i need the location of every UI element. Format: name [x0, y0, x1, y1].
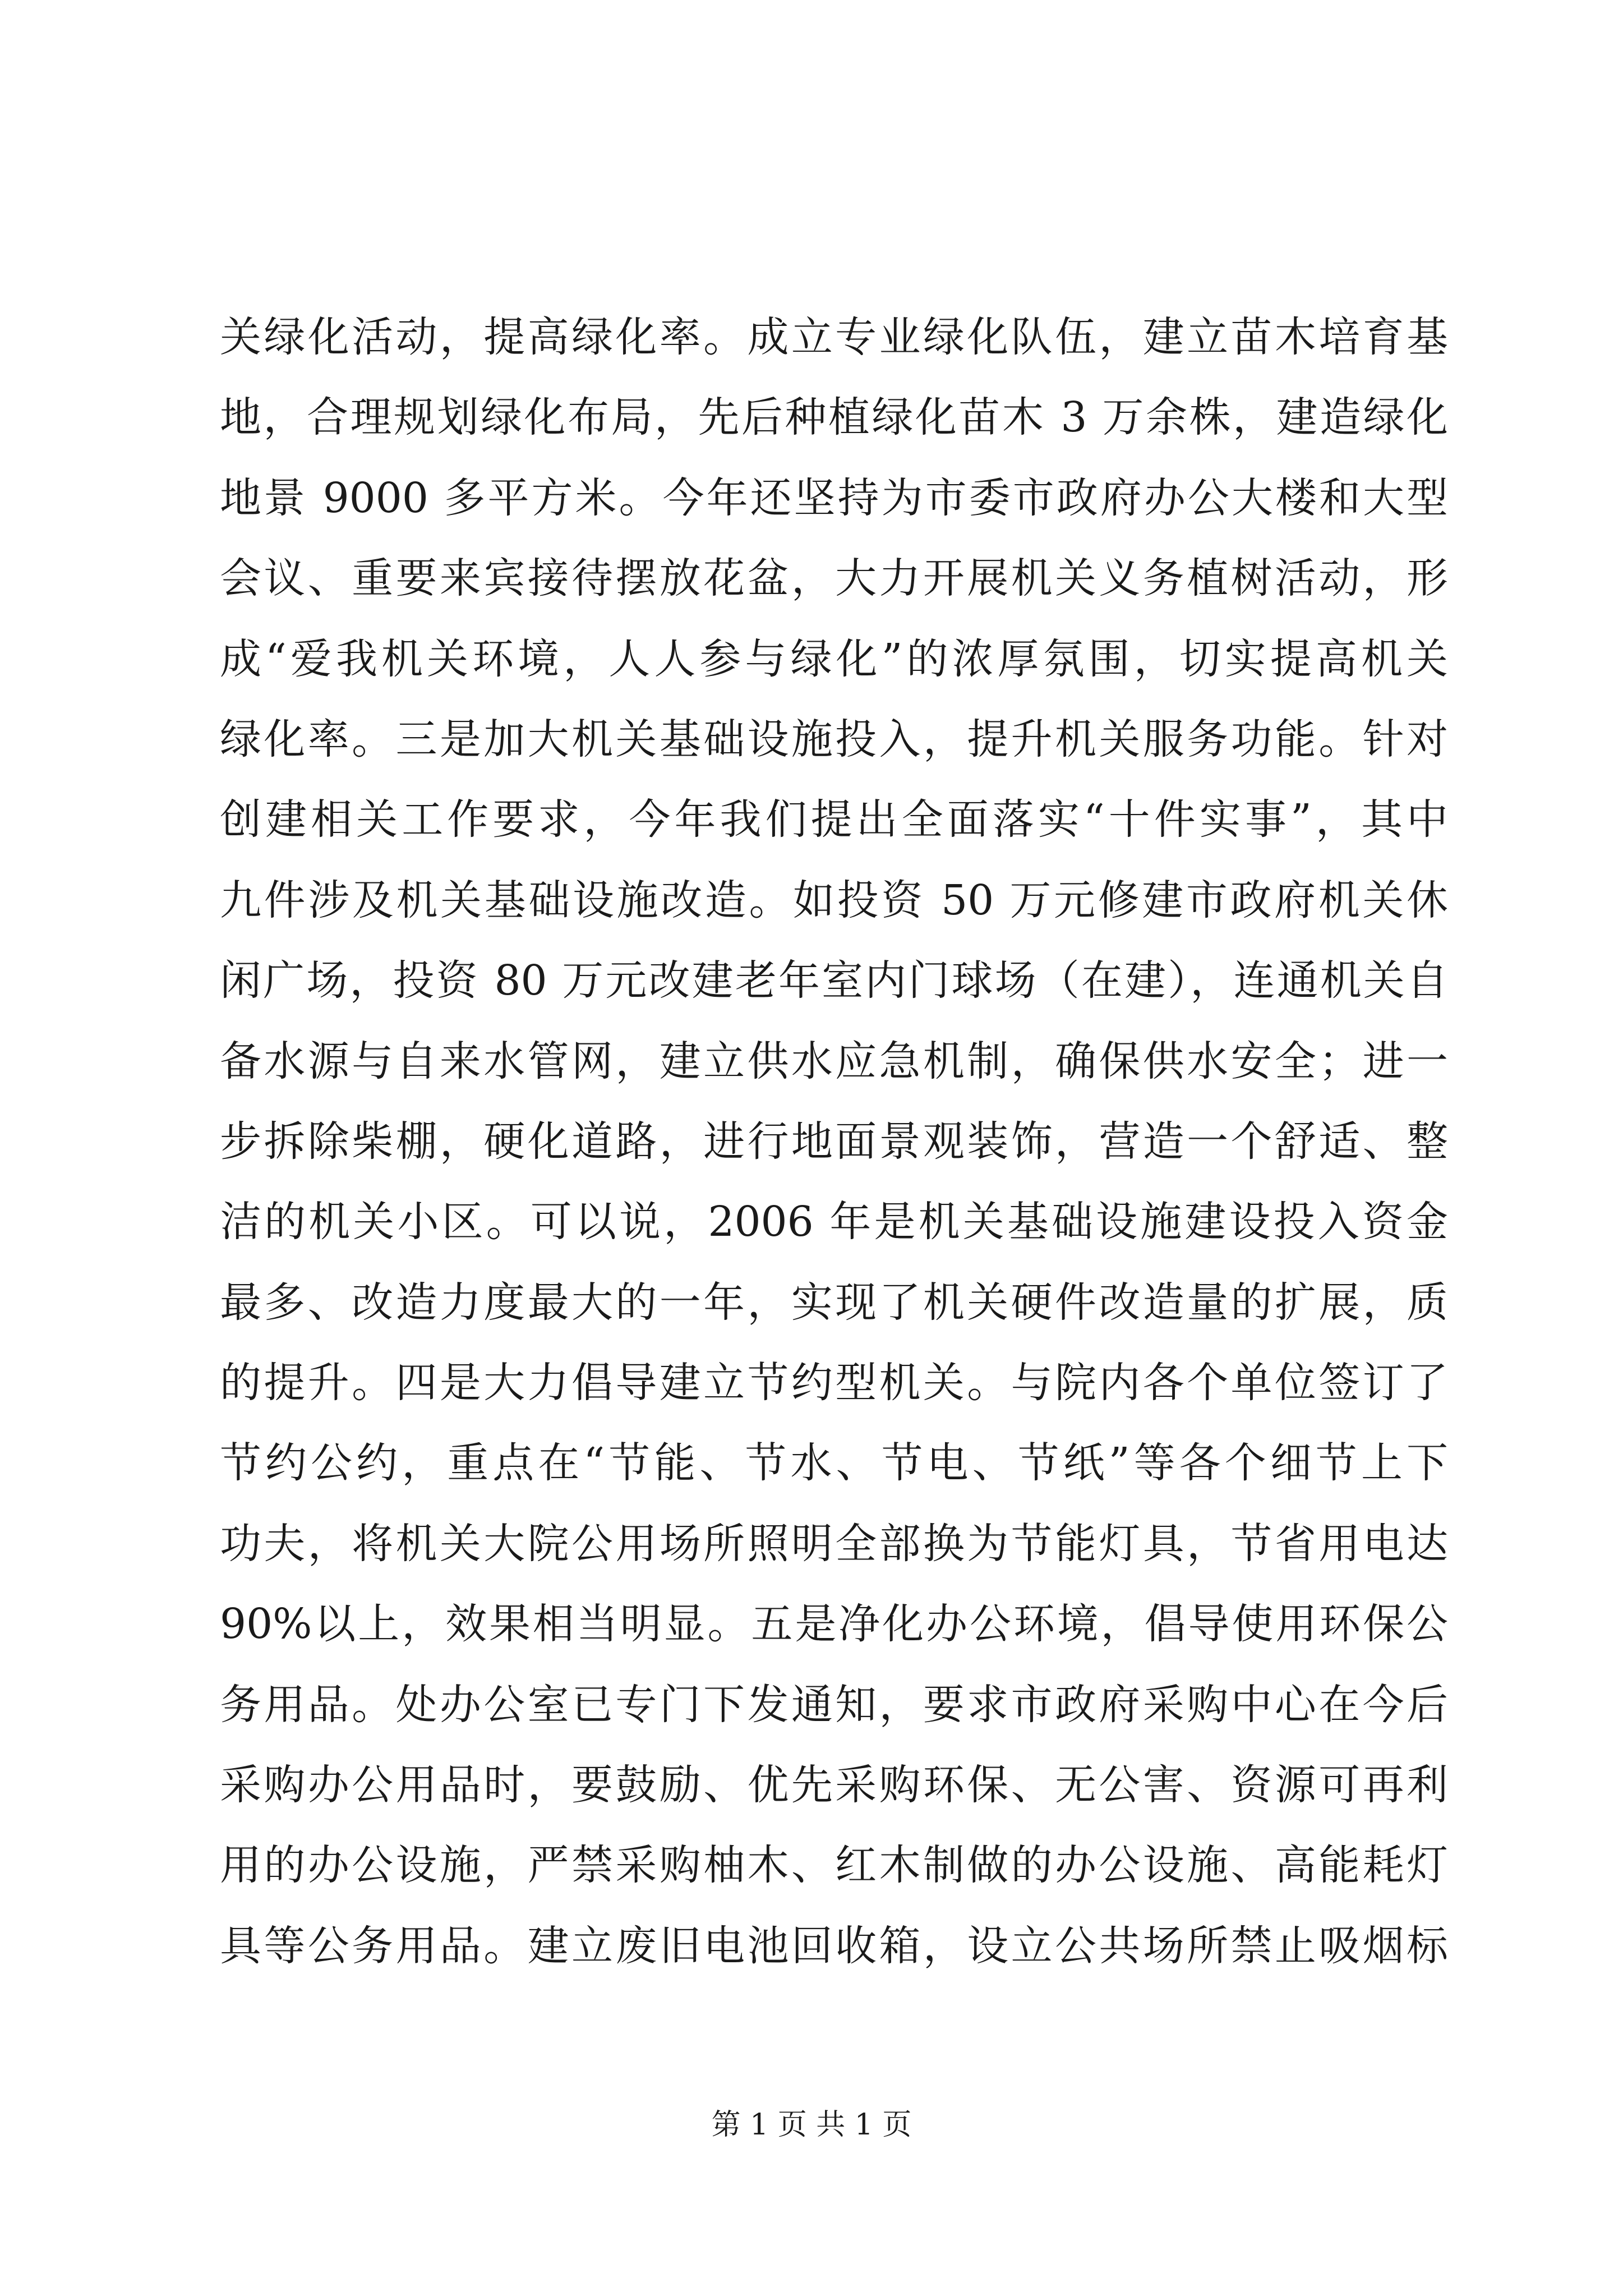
- body-line: 地，合理规划绿化布局，先后种植绿化苗木 3 万余株，建造绿化: [220, 393, 1448, 442]
- body-line: 关绿化活动，提高绿化率。成立专业绿化队伍，建立苗木培育基: [220, 313, 1448, 361]
- page-footer: [0, 2101, 1623, 2143]
- document-body: [220, 297, 1448, 1986]
- body-line: 绿化率。三是加大机关基础设施投入，提升机关服务功能。针对: [220, 715, 1448, 763]
- body-line: 备水源与自来水管网，建立供水应急机制，确保供水安全；进一: [220, 1037, 1448, 1085]
- body-line: 地景 9000 多平方米。今年还坚持为市委市政府办公大楼和大型: [220, 473, 1448, 522]
- body-line: 的提升。四是大力倡导建立节约型机关。与院内各个单位签订了: [220, 1359, 1448, 1407]
- body-line: 节约公约，重点在“节能、节水、节电、节纸”等各个细节上下: [220, 1439, 1448, 1488]
- body-line: 功夫，将机关大院公用场所照明全部换为节能灯具，节省用电达: [220, 1519, 1448, 1568]
- body-line: 采购办公用品时，要鼓励、优先采购环保、无公害、资源可再利: [220, 1761, 1448, 1810]
- body-line: 务用品。处办公室已专门下发通知，要求市政府采购中心在今后: [220, 1680, 1448, 1729]
- body-line: 洁的机关小区。可以说，2006 年是机关基础设施建设投入资金: [220, 1198, 1448, 1246]
- page-number-label: 第 1 页 共 1 页: [711, 2108, 912, 2142]
- body-line: 创建相关工作要求，今年我们提出全面落实“十件实事”，其中: [220, 795, 1448, 844]
- body-line: 步拆除柴棚，硬化道路，进行地面景观装饰，营造一个舒适、整: [220, 1117, 1448, 1166]
- body-line: 闲广场，投资 80 万元改建老年室内门球场（在建），连通机关自: [220, 956, 1448, 1005]
- body-line: 用的办公设施，严禁采购柚木、红木制做的办公设施、高能耗灯: [220, 1841, 1448, 1890]
- body-line: 最多、改造力度最大的一年，实现了机关硬件改造量的扩展，质: [220, 1278, 1448, 1327]
- body-line: 会议、重要来宾接待摆放花盆，大力开展机关义务植树活动，形: [220, 554, 1448, 603]
- body-line: 成“爱我机关环境，人人参与绿化”的浓厚氛围，切实提高机关: [220, 634, 1448, 683]
- body-line: 具等公务用品。建立废旧电池回收箱，设立公共场所禁止吸烟标: [220, 1921, 1448, 1970]
- body-line: 90%以上，效果相当明显。五是净化办公环境，倡导使用环保公: [220, 1600, 1448, 1649]
- body-line: 九件涉及机关基础设施改造。如投资 50 万元修建市政府机关休: [220, 876, 1448, 924]
